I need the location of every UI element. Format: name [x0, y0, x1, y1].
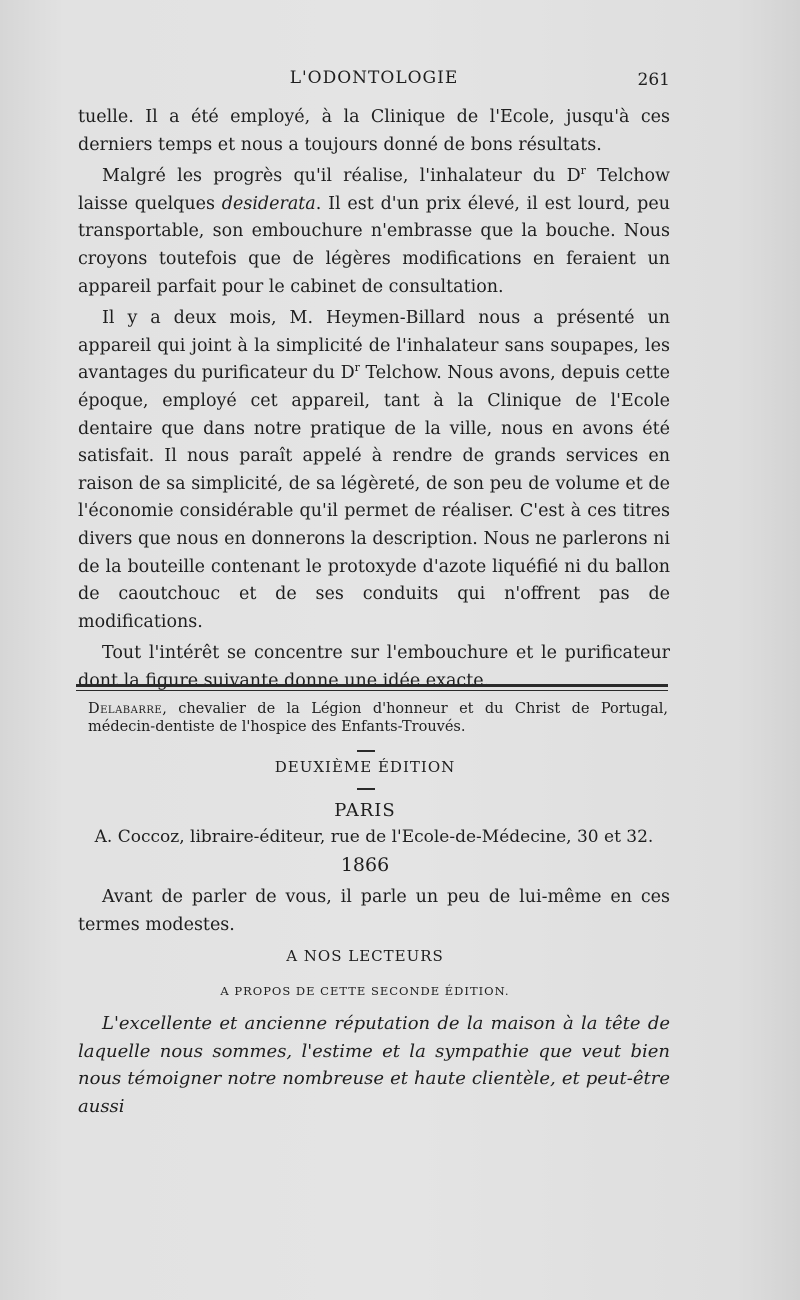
body-text	[78, 104, 670, 699]
double-rule-thin	[76, 690, 668, 691]
section-heading: A NOS LECTEURS	[286, 947, 444, 965]
italic-desiderata: desiderata	[221, 193, 316, 214]
running-head	[78, 64, 670, 94]
superscript-r: r	[580, 164, 586, 178]
paragraph-3-text-b: Telchow. Nous avons, depuis cette époque, employé cet appareil, tant à la Clinique de l'Ecole dentaire que dans notre pratique de la ville, nous en avons été satisfait. Il nous paraît appelé à rendre de grands services en raison de sa simplicité, de sa légèreté, de son peu de volume et de l'économie considérable qu'il permet de réaliser. C'est à ces titres divers que nous en donnerons la description. Nous ne parlerons ni de la bouteille contenant le protoxyde d'azote liquéfié ni du ballon de caoutchouc et de ses conduits qui n'offrent pas de modifications.	[78, 363, 671, 632]
running-title: L'ODONTOLOGIE	[289, 68, 459, 88]
double-rule	[76, 684, 668, 687]
author-name: Delabarre	[88, 701, 163, 717]
paragraph-3	[78, 305, 670, 636]
paragraph-4: Tout l'intérêt se concentre sur l'embouchure et le purificateur dont la figure suivante donne une idée exacte.	[78, 643, 670, 691]
short-rule	[357, 788, 375, 790]
paragraph-2-text-b: Telchow laisse quelques	[78, 166, 670, 214]
author-description: , chevalier de la Légion d'honneur et du Christ de Portugal, médecin-dentiste de l'hospice des Enfants-Trouvés.	[88, 701, 668, 735]
insert-author-line	[88, 700, 668, 736]
publication-year: 1866	[340, 854, 390, 876]
italic-text: L'excellente et ancienne réputation de la maison à la tête de laquelle nous sommes, l'estime et la sympathie que veut bien nous témoigner notre nombreuse et haute clientèle, et peut-être aussi	[78, 1013, 670, 1117]
intro-paragraph	[78, 884, 670, 939]
short-rule	[357, 750, 375, 752]
paragraph-2-text-a: Malgré les progrès qu'il réalise, l'inhalateur du D	[102, 166, 581, 187]
paragraph-1: tuelle. Il a été employé, à la Clinique de l'Ecole, jusqu'à ces derniers temps et nous a toujours donné de bons résultats.	[78, 107, 670, 155]
intro-text: Avant de parler de vous, il parle un peu de lui-même en ces termes modestes.	[78, 887, 670, 935]
paragraph-3-text-a: Il y a deux mois, M. Heymen-Billard nous a présenté un appareil qui joint à la simplicité de l'inhalateur sans soupapes, les avantages du purificateur du D	[78, 308, 670, 384]
edition-label: DEUXIÈME ÉDITION	[274, 758, 456, 776]
superscript-r: r	[354, 361, 360, 375]
paragraph-2-text-c: . Il est d'un prix élevé, il est lourd, peu transportable, son embouchure n'embrasse que la bouche. Nous croyons toutefois que de légères modifications en feraient un appareil parfait pour le cabinet de consultation.	[78, 193, 670, 297]
paragraph-2	[78, 163, 670, 301]
italic-paragraph	[78, 1010, 670, 1120]
publisher-line: A. Coccoz, libraire-éditeur, rue de l'Ecole-de-Médecine, 30 et 32.	[94, 827, 654, 847]
section-subheading: A PROPOS DE CETTE SECONDE ÉDITION.	[220, 984, 510, 998]
page-number: 261	[637, 70, 670, 90]
city-name: PARIS	[334, 800, 396, 821]
